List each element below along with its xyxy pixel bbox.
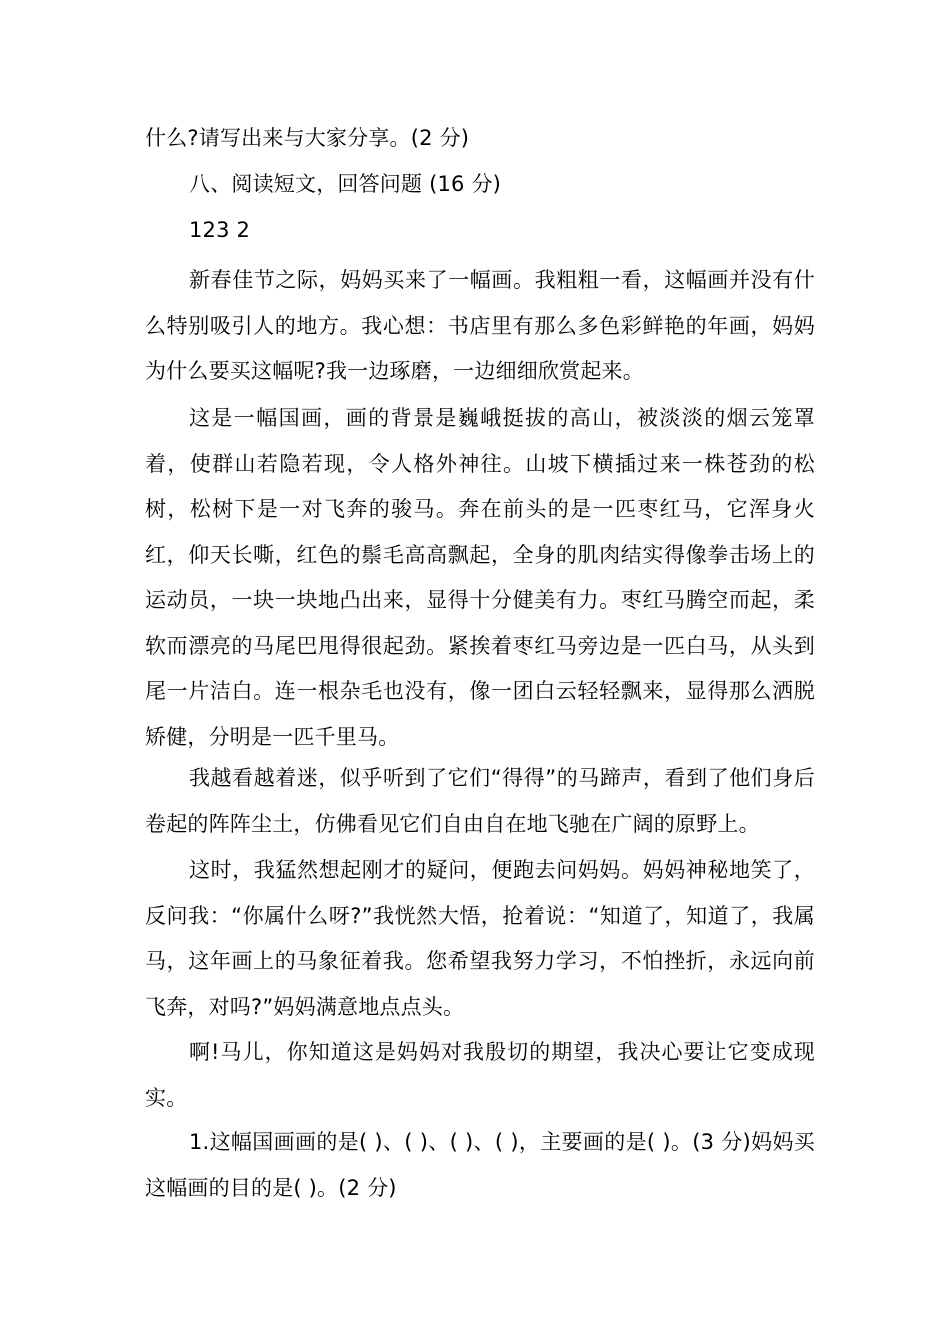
question-continuation: 什么?请写出来与大家分享。(2 分) bbox=[145, 126, 470, 150]
passage-paragraph-1: 新春佳节之际，妈妈买来了一幅画。我粗粗一看，这幅画并没有什么特别吸引人的地方。我心想：书店里有那么多色彩鲜艳的年画，妈妈为什么要买这幅呢?我一边琢磨，一边细细欣赏起来。 bbox=[145, 268, 815, 383]
section-heading: 八、阅读短文，回答问题 (16 分) bbox=[189, 172, 502, 196]
question-1: 1.这幅国画画的是( )、( )、( )、( )，主要画的是( )。(3 分)妈妈买这幅画的目的是( )。(2 分) bbox=[145, 1130, 815, 1200]
passage-paragraph-3: 我越看越着迷，似乎听到了它们“得得”的马蹄声，看到了他们身后卷起的阵阵尘土，仿佛看见它们自由自在地飞驰在广阔的原野上。 bbox=[145, 766, 815, 836]
passage-paragraph-2: 这是一幅国画，画的背景是巍峨挺拔的高山，被淡淡的烟云笼罩着，使群山若隐若现，令人格外神往。山坡下横插过来一株苍劲的松树，松树下是一对飞奔的骏马。奔在前头的是一匹枣红马，它浑身火红，仰天长嘶，红色的鬃毛高高飘起，全身的肌肉结实得像拳击场上的运动员，一块一块地凸出来，显得十分健美有力。枣红马腾空而起，柔软而漂亮的马尾巴甩得很起劲。紧挨着枣红马旁边是一匹白马，从头到尾一片洁白。连一根杂毛也没有，像一团白云轻轻飘来，显得那么洒脱矫健，分明是一匹千里马。 bbox=[145, 406, 815, 749]
stray-numbers: 123 2 bbox=[189, 218, 251, 242]
passage-paragraph-5: 啊!马儿，你知道这是妈妈对我殷切的期望，我决心要让它变成现实。 bbox=[145, 1040, 815, 1110]
passage-paragraph-4: 这时，我猛然想起刚才的疑问，便跑去问妈妈。妈妈神秘地笑了，反问我：“你属什么呀?”我恍然大悟，抢着说：“知道了，知道了，我属马，这年画上的马象征着我。您希望我努力学习，不怕挫折，永远向前飞奔，对吗?”妈妈满意地点点头。 bbox=[145, 858, 815, 1019]
